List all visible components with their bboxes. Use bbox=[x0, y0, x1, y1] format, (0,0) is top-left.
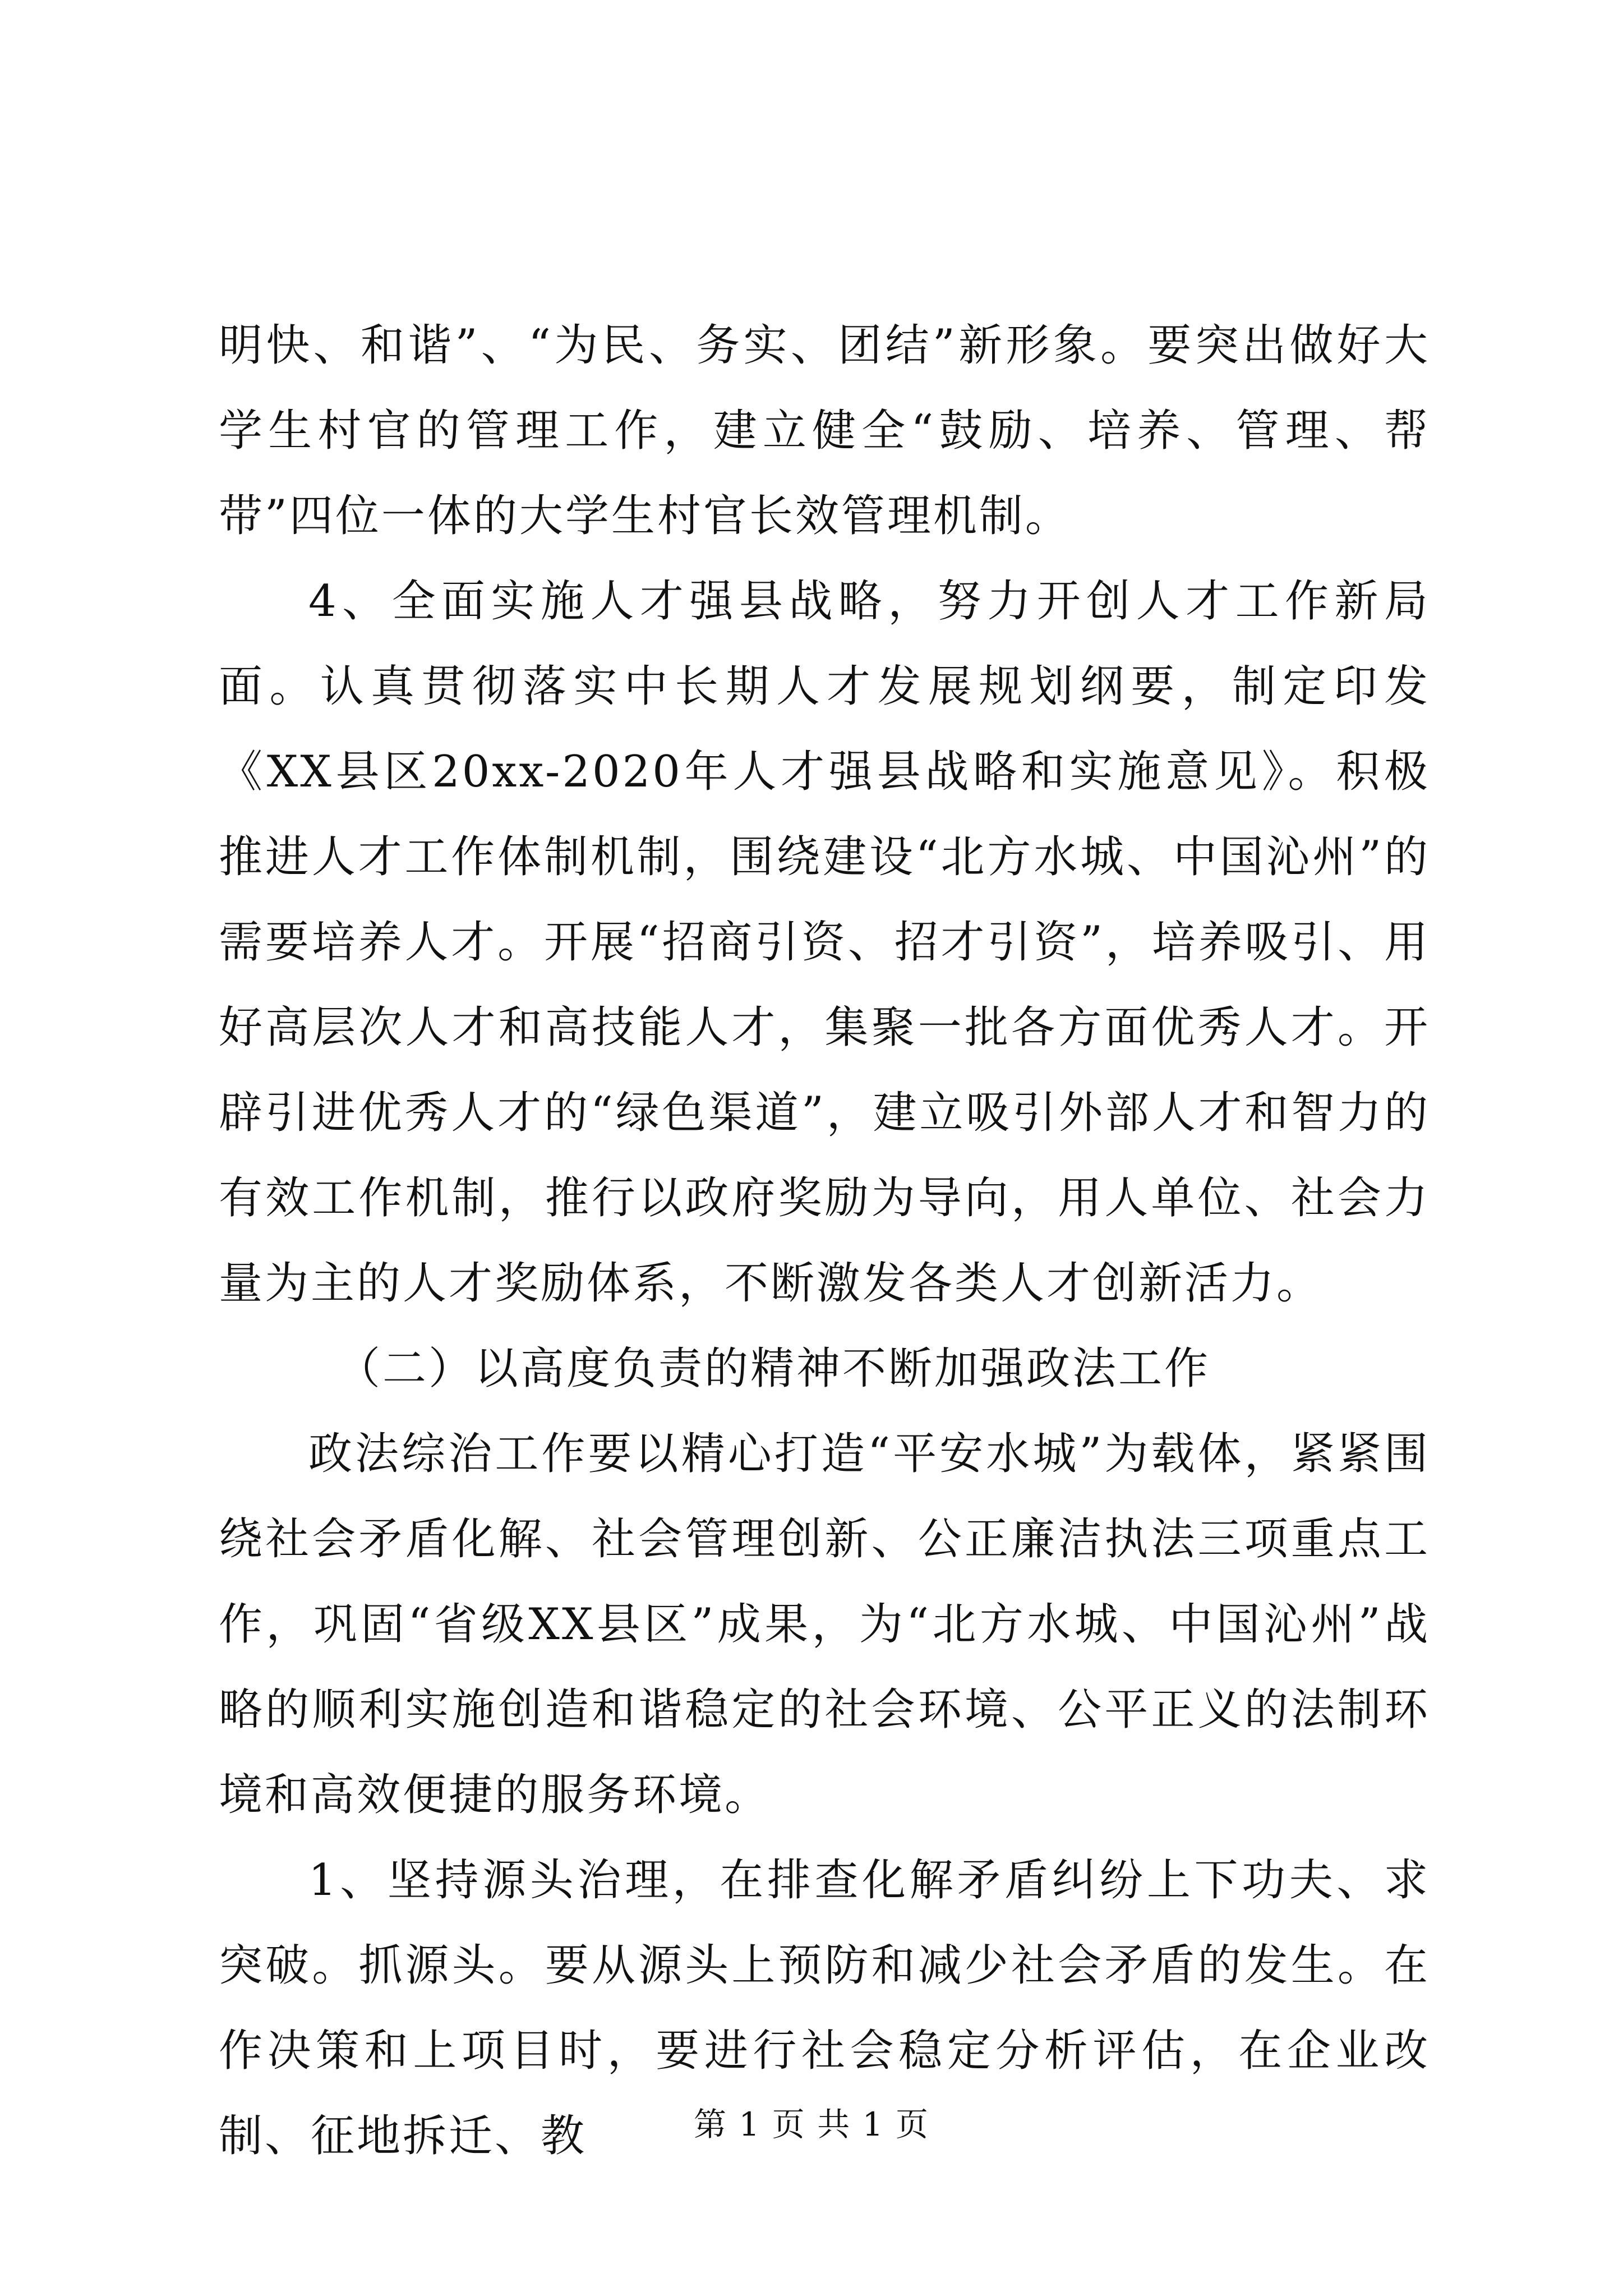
document-body bbox=[219, 303, 1430, 2179]
paragraph-legal-work-overview: 政法综治工作要以精心打造“平安水城”为载体，紧紧围绕社会矛盾化解、社会管理创新、公正廉洁执法三项重点工作，巩固“省级XX县区”成果，为“北方水城、中国沁州”战略的顺利实施创造和谐稳定的社会环境、公平正义的法制环境和高效便捷的服务环境。 bbox=[219, 1429, 1430, 1820]
section-heading-legal-work: （二）以高度负责的精神不断加强政法工作 bbox=[336, 1343, 1211, 1394]
paragraph-source-governance: 1、坚持源头治理，在排查化解矛盾纠纷上下功夫、求突破。抓源头。要从源头上预防和减少社会矛盾的发生。在作决策和上项目时，要进行社会稳定分析评估，在企业改制、征地拆迁、教 bbox=[219, 1855, 1430, 2161]
paragraph-talent-strategy: 4、全面实施人才强县战略，努力开创人才工作新局面。认真贯彻落实中长期人才发展规划纲要，制定印发《XX县区20xx-2020年人才强县战略和实施意见》。积极推进人才工作体制机制，围绕建设“北方水城、中国沁州”的需要培养人才。开展“招商引资、招才引资”，培养吸引、用好高层次人才和高技能人才，集聚一批各方面优秀人才。开辟引进优秀人才的“绿色渠道”，建立吸引外部人才和智力的有效工作机制，推行以政府奖励为导向，用人单位、社会力量为主的人才奖励体系，不断激发各类人才创新活力。 bbox=[219, 576, 1430, 1309]
page-number-footer: 第 1 页 共 1 页 bbox=[694, 2105, 929, 2143]
paragraph-continuation: 明快、和谐”、“为民、务实、团结”新形象。要突出做好大学生村官的管理工作，建立健全“鼓励、培养、管理、帮带”四位一体的大学生村官长效管理机制。 bbox=[219, 320, 1430, 541]
